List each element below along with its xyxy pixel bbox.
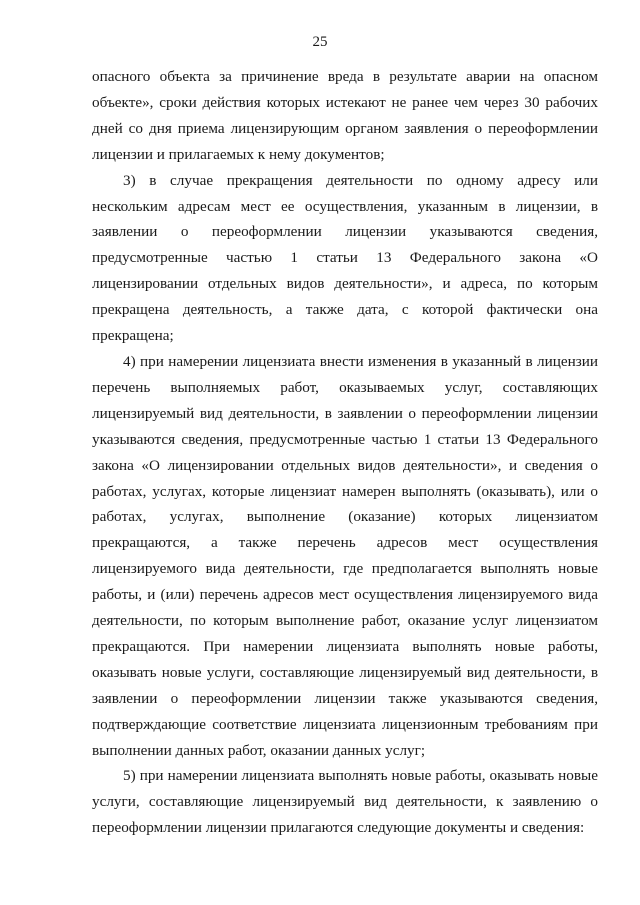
paragraph-continuation: опасного объекта за причинение вреда в результате аварии на опасном объекте», сроки действия которых истекают не ранее чем через 30 рабочих дней со дня приема лицензирующим органом заявления о переоформлении лицензии и прилагаемых к нему документов; [92,68,598,163]
page-number: 25 [312,34,328,50]
paragraph-item-4: 4) при намерении лицензиата внести изменения в указанный в лицензии перечень выполняемых работ, оказываемых услуг, составляющих лицензируемый вид деятельности, в заявлении о переоформлении лицензии указываются сведения, предусмотренные частью 1 статьи 13 Федерального закона «О лицензировании отдельных видов деятельности», и сведения о работах, услугах, которые лицензиат намерен выполнять (оказывать), или о работах, услугах, выполнение (оказание) которых лицензиатом прекращаются, а также перечень адресов мест осуществления лицензируемого вида деятельности, где предполагается выполнять новые работы, и (или) перечень адресов мест осуществления лицензируемого вида деятельности, по которым выполнение работ, оказание услуг лицензиатом прекращаются. При намерении лицензиата выполнять новые работы, оказывать новые услуги, составляющие лицензируемый вид деятельности, в заявлении о переоформлении лицензии также указываются сведения, подтверждающие соответствие лицензиата лицензионным требованиям при выполнении данных работ, оказании данных услуг; [92,352,598,759]
document-body [92,64,598,841]
paragraph-item-5: 5) при намерении лицензиата выполнять новые работы, оказывать новые услуги, составляющие лицензируемый вид деятельности, к заявлению о переоформлении лицензии прилагаются следующие документы и сведения: [92,767,598,837]
paragraph-item-3: 3) в случае прекращения деятельности по одному адресу или нескольким адресам мест ее осуществления, указанным в лицензии, в заявлении о переоформлении лицензии указываются сведения, предусмотренные частью 1 статьи 13 Федерального закона «О лицензировании отдельных видов деятельности», и адреса, по которым прекращена деятельность, а также дата, с которой фактически она прекращена; [92,171,598,345]
